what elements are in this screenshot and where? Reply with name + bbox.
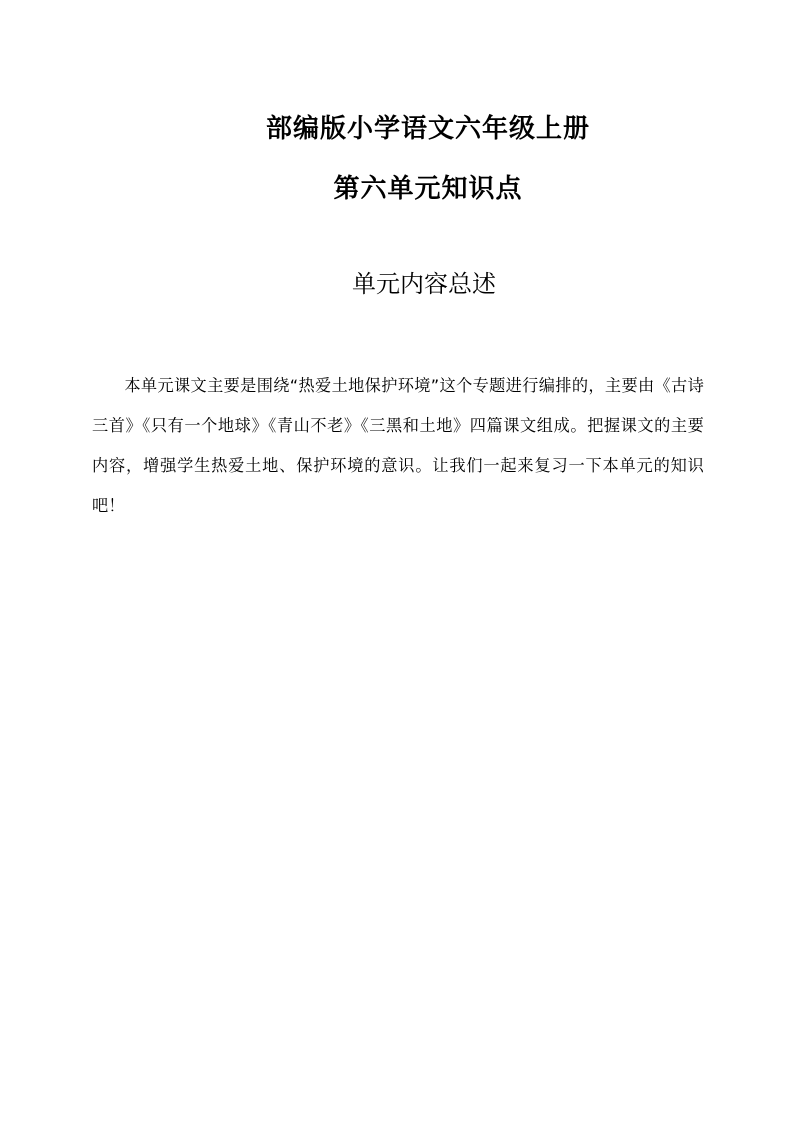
document-title-line-2: 第六单元知识点 bbox=[333, 174, 523, 204]
document-title-line-1: 部编版小学语文六年级上册 bbox=[265, 114, 590, 144]
body-paragraph: 本单元课文主要是围绕“热爱土地保护环境”这个专题进行编排的，主要由《古诗三首》《只有一个地球》《青山不老》《三黑和土地》四篇课文组成。把握课文的主要内容，增强学生热爱土地、保护环境的意识。让我们一起来复习一下本单元的知识吧！ bbox=[92, 376, 704, 516]
section-heading: 单元内容总述 bbox=[352, 270, 496, 298]
